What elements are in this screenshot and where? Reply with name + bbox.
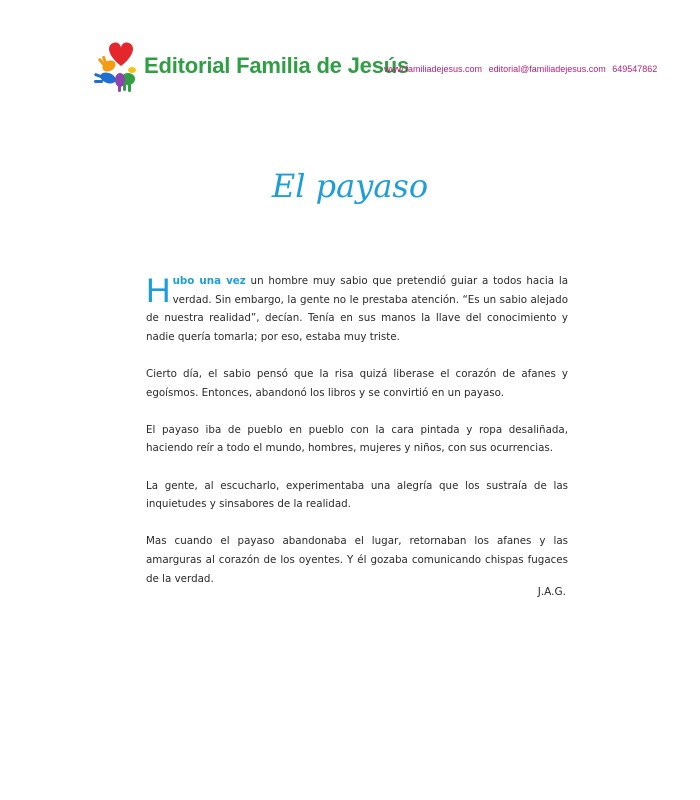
phone-number: 649547862	[612, 64, 658, 74]
lead-in: ubo una vez	[172, 275, 246, 287]
paragraph-2: Cierto día, el sabio pensó que la risa quizá liberase el corazón de afanes y egoísmos. Entonces, abandonó los libros y se convirtió en un payaso.	[146, 367, 568, 399]
drop-cap: H	[146, 272, 171, 310]
paragraph-1-text: un hombre muy sabio que pretendió guiar a todos hacia la verdad. Sin embargo, la gente no le prestaba atención. “Es un sabio alejado de nuestra realidad”, decían. Tenía en sus manos la llave del conocimiento y nadie quería tomarla; por eso, estaba muy triste.	[146, 275, 568, 343]
story-body	[146, 272, 568, 607]
publisher-header	[94, 36, 658, 92]
publisher-name: Editorial Familia de Jesús	[144, 53, 410, 78]
paragraph-3: El payaso iba de pueblo en pueblo con la cara pintada y ropa desaliñada, haciendo reír a todo el mundo, hombres, mujeres y niños, con sus ocurrencias.	[146, 423, 568, 455]
hands-heart-logo-icon	[94, 36, 148, 92]
contact-info	[384, 64, 661, 74]
website-link[interactable]: www.familiadejesus.com	[384, 64, 483, 74]
paragraph-4: La gente, al escucharlo, experimentaba una alegría que los sustraía de las inquietudes y sinsabores de la realidad.	[146, 479, 568, 511]
paragraph-1	[146, 272, 568, 346]
paragraph-5: Mas cuando el payaso abandonaba el lugar, retornaban los afanes y las amarguras al corazón de los oyentes. Y él gozaba comunicando chispas fugaces de la verdad.	[146, 535, 568, 585]
author-signature: J.A.G.	[537, 586, 566, 598]
story-title: El payaso	[271, 167, 429, 206]
email-link[interactable]: editorial@familiadejesus.com	[488, 64, 606, 74]
